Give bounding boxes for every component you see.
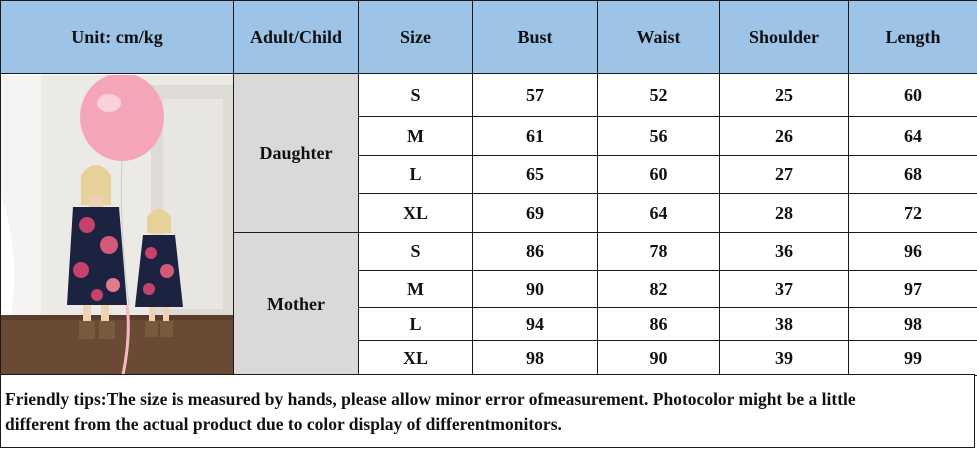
cell-bust: 98 <box>473 341 598 376</box>
cell-size: XL <box>359 194 473 233</box>
cell-waist: 64 <box>598 194 720 233</box>
cell-shoulder: 36 <box>720 233 849 271</box>
cell-shoulder: 39 <box>720 341 849 376</box>
tips-line-2: different from the actual product due to color display of differentmonitors. <box>5 414 562 434</box>
cell-bust: 65 <box>473 156 598 194</box>
cell-waist: 56 <box>598 117 720 156</box>
cell-length: 98 <box>849 308 977 341</box>
cell-length: 97 <box>849 271 977 308</box>
cell-size: XL <box>359 341 473 376</box>
table-row <box>1 74 977 117</box>
cell-waist: 82 <box>598 271 720 308</box>
header-shoulder: Shoulder <box>720 1 849 74</box>
cell-bust: 69 <box>473 194 598 233</box>
cell-shoulder: 27 <box>720 156 849 194</box>
cell-shoulder: 38 <box>720 308 849 341</box>
cell-waist: 86 <box>598 308 720 341</box>
cell-shoulder: 26 <box>720 117 849 156</box>
photo-illustration <box>1 75 233 375</box>
header-row <box>1 1 977 74</box>
cell-size: M <box>359 271 473 308</box>
cell-size: S <box>359 74 473 117</box>
cell-size: L <box>359 156 473 194</box>
cell-length: 60 <box>849 74 977 117</box>
cell-bust: 61 <box>473 117 598 156</box>
cell-length: 64 <box>849 117 977 156</box>
cell-length: 96 <box>849 233 977 271</box>
cell-waist: 90 <box>598 341 720 376</box>
cell-bust: 90 <box>473 271 598 308</box>
cell-size: L <box>359 308 473 341</box>
cell-length: 72 <box>849 194 977 233</box>
header-adult-child: Adult/Child <box>234 1 359 74</box>
header-bust: Bust <box>473 1 598 74</box>
header-unit: Unit: cm/kg <box>1 1 234 74</box>
cell-waist: 60 <box>598 156 720 194</box>
cell-length: 99 <box>849 341 977 376</box>
cell-bust: 57 <box>473 74 598 117</box>
cell-bust: 94 <box>473 308 598 341</box>
product-photo-cell <box>1 74 234 376</box>
header-waist: Waist <box>598 1 720 74</box>
cell-shoulder: 25 <box>720 74 849 117</box>
cell-shoulder: 37 <box>720 271 849 308</box>
group-label-mother: Mother <box>234 233 359 376</box>
cell-length: 68 <box>849 156 977 194</box>
friendly-tips <box>0 374 975 448</box>
header-size: Size <box>359 1 473 74</box>
mother-daughter-photo <box>1 75 233 375</box>
cell-waist: 78 <box>598 233 720 271</box>
tips-line-1: Friendly tips:The size is measured by hands, please allow minor error ofmeasurement. Photocolor might be a little <box>5 389 856 409</box>
cell-bust: 86 <box>473 233 598 271</box>
cell-size: S <box>359 233 473 271</box>
cell-waist: 52 <box>598 74 720 117</box>
cell-shoulder: 28 <box>720 194 849 233</box>
header-length: Length <box>849 1 977 74</box>
group-label-daughter: Daughter <box>234 74 359 233</box>
cell-size: M <box>359 117 473 156</box>
